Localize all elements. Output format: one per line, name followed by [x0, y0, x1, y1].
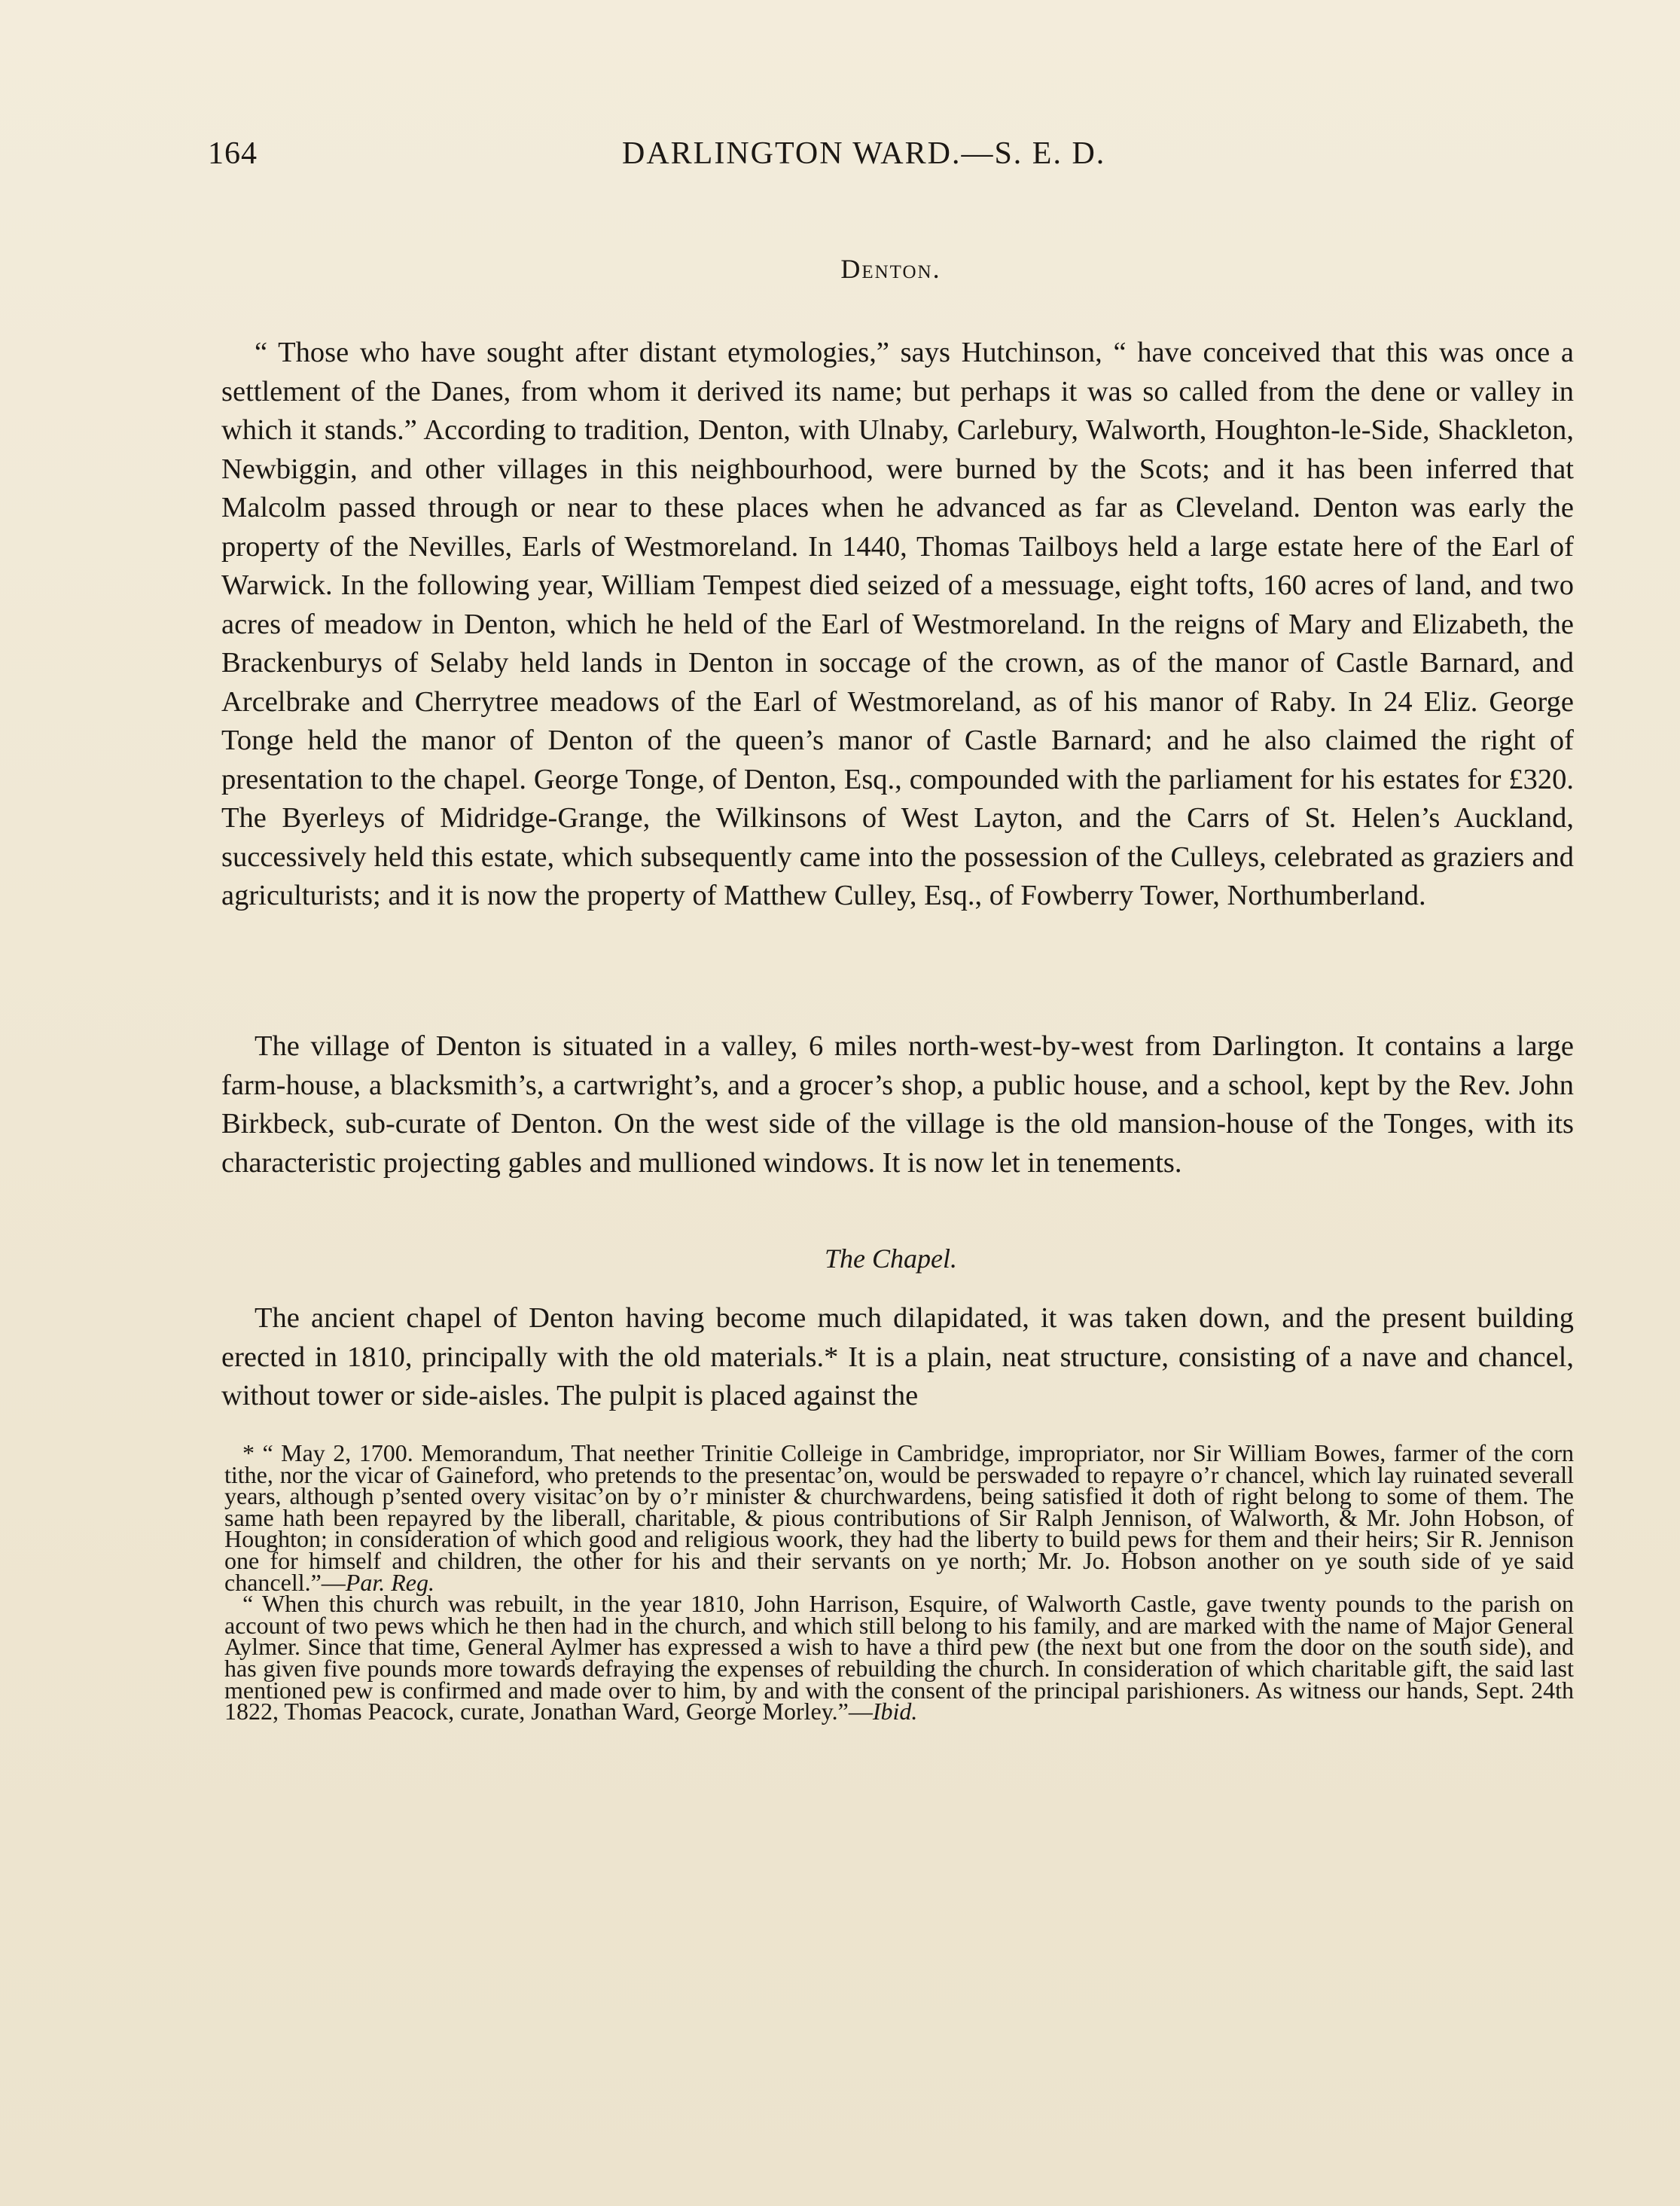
paragraph-text: The village of Denton is situated in a valley, 6 miles north-west-by-west from Darlington. It contains a large farm-house, a blacksmith’s, a cartwright’s, and a grocer’s shop, a public house, and a school, kept by the Rev. John Birkbeck, sub-curate of Denton. On the west side of the village is the old mansion-house of the Tonges, with its characteristic projecting gables and mullioned windows. It is now let in tenements.	[221, 1030, 1574, 1179]
chapel-heading: The Chapel.	[825, 1243, 957, 1274]
paragraph-history	[221, 334, 1574, 916]
paragraph-text: “ Those who have sought after distant etymologies,” says Hutchinson, “ have conceived that this was once a settlement of the Danes, from whom it derived its name; but perhaps it was so called from the dene or valley in which it stands.” According to tradition, Denton, with Ulnaby, Carlebury, Walworth, Houghton-le-Side, Shackleton, Newbiggin, and other villages in this neighbourhood, were burned by the Scots; and it has been inferred that Malcolm passed through or near to these places when he advanced as far as Cleveland. Denton was early the property of the Nevilles, Earls of Westmoreland. In 1440, Thomas Tailboys held a large estate here of the Earl of Warwick. In the following year, William Tempest died seized of a messuage, eight tofts, 160 acres of land, and two acres of meadow in Denton, which he held of the Earl of Westmoreland. In the reigns of Mary and Elizabeth, the Brackenburys of Selaby held lands in Denton in soccage of the crown, as of the manor of Castle Barnard, and Arcelbrake and Cherrytree meadows of the Earl of Westmoreland, as of his manor of Raby. In 24 Eliz. George Tonge held the manor of Denton of the queen’s manor of Castle Barnard; and he also claimed the right of presentation to the chapel. George Tonge, of Denton, Esq., compounded with the parliament for his estates for £320. The Byerleys of Midridge-Grange, the Wilkinsons of West Layton, and the Carrs of St. Helen’s Auckland, successively held this estate, which subsequently came into the possession of the Culleys, celebrated as graziers and agriculturists; and it is now the property of Matthew Culley, Esq., of Fowberry Tower, Northumberland.	[221, 337, 1574, 911]
running-title: DARLINGTON WARD.—S. E. D.	[622, 136, 1106, 171]
footnote-text: “ When this church was rebuilt, in the year 1810, John Harrison, Esquire, of Walworth Castle, gave twenty pounds to the parish on account of two pews which he then had in the church, and which still belong to his family, and are marked with the name of Major General Aylmer. Since that time, General Aylmer has expressed a wish to have a third pew (the next but one from the door on the south side), and has given five pounds more towards defraying the expenses of rebuilding the church. In consideration of which charitable gift, the said last mentioned pew is confirmed and made over to him, by and with the consent of the principal parishioners. As witness our hands, Sept. 24th 1822, Thomas Peacock, curate, Jonathan Ward, George Morley.”—	[224, 1590, 1574, 1725]
footnote-2	[224, 1590, 1574, 1725]
paragraph-chapel	[221, 1299, 1574, 1416]
paragraph-village	[221, 1027, 1574, 1182]
footnote-1	[224, 1439, 1574, 1596]
page-number: 164	[208, 136, 258, 171]
footnotes	[224, 1439, 1574, 1725]
paragraph-text: The ancient chapel of Denton having become much dilapidated, it was taken down, and the present building erected in 1810, principally with the old materials.* It is a plain, neat structure, consisting of a nave and chancel, without tower or side-aisles. The pulpit is placed against the	[221, 1302, 1574, 1411]
footnote-source: Par. Reg.	[345, 1568, 434, 1596]
footnote-text: * “ May 2, 1700. Memorandum, That neether Trinitie Colleige in Cambridge, impropriator, nor Sir William Bowes, farmer of the corn tithe, nor the vicar of Gaineford, who pretends to the presentac’on, would be perswaded to repayre o’r chancel, which lay ruinated severall years, although p’sented overy visitac’on by o’r minister & churchwardens, being satisfied it doth of right belong to some of them. The same hath been repayred by the liberall, charitable, & pious contributions of Sir Ralph Jennison, of Walworth, & Mr. John Hobson, of Houghton; in consideration of which good and religious woork, they had the liberty to build pews for them and their heirs; Sir R. Jennison one for himself and children, the other for his and their servants on ye north; Mr. Jo. Hobson another on ye south side of ye said chancell.”—	[224, 1439, 1574, 1596]
running-head	[0, 136, 1680, 181]
section-title: Denton.	[840, 254, 941, 284]
footnote-source: Ibid.	[872, 1698, 918, 1725]
